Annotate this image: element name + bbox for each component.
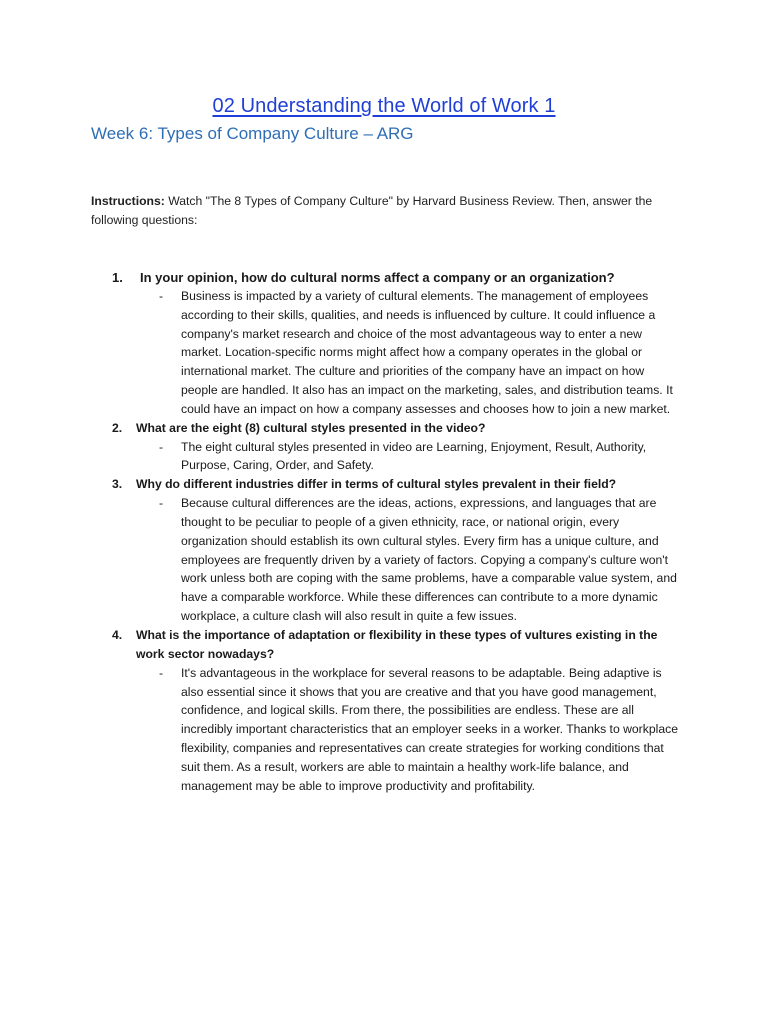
answer-body: Business is impacted by a variety of cultural elements. The management of employees according to their skills, qualities, and needs is influenced by culture. It could influence a company's market research and choice of the most advantageous way to enter a new market. Location-specific norms might affect how a company operates in the global or international market. The culture and priorities of the company have an impact on how people are handled. It also has an impact on the marketing, sales, and distribution teams. It could have an impact on how a company assesses and chooses how to join a new market. <box>181 289 673 416</box>
answer-bullet: - <box>159 439 164 454</box>
questions-list <box>0 268 768 795</box>
question-text <box>0 268 664 287</box>
question-number: 2. <box>112 420 123 435</box>
question-item-4 <box>0 626 768 796</box>
instructions-text: Watch "The 8 Types of Company Culture" by Harvard Business Review. Then, answer the following questions: <box>91 194 653 227</box>
answer-body: It's advantageous in the workplace for several reasons to be adaptable. Being adaptive is also essential since it shows that you are creative and that you have good management, confidence, and logical skills. From there, the possibilities are endless. These are all incredibly important characteristics that an employer seeks in a worker. Thanks to workplace flexibility, companies and representatives can create strategies for working conditions that suit them. As a result, workers are able to maintain a healthy work-life balance, and management may be able to improve productivity and profitability. <box>181 665 678 793</box>
question-label: What are the eight (8) cultural styles presented in the video? <box>136 420 486 435</box>
instructions-label: Instructions: <box>91 194 165 208</box>
question-number: 3. <box>112 477 123 492</box>
question-text <box>0 419 660 438</box>
answer-text <box>0 494 681 626</box>
answer-text <box>0 287 681 419</box>
answer-bullet: - <box>159 665 164 680</box>
question-number: 4. <box>112 627 123 642</box>
question-item-1 <box>0 268 768 419</box>
question-label: Why do different industries differ in terms of cultural styles prevalent in their field? <box>136 477 617 492</box>
question-text <box>0 626 660 664</box>
answer-bullet: - <box>159 289 164 303</box>
document-title[interactable]: 02 Understanding the World of Work 1 <box>212 95 556 117</box>
instructions-paragraph <box>91 192 691 230</box>
document-subtitle: Week 6: Types of Company Culture – ARG <box>91 124 414 143</box>
question-label: In your opinion, how do cultural norms affect a company or an organization? <box>140 270 615 285</box>
answer-text <box>0 438 681 476</box>
answer-bullet: - <box>159 496 164 511</box>
question-item-3 <box>0 475 768 626</box>
question-label: What is the importance of adaptation or flexibility in these types of vultures existing in the work sector nowadays? <box>136 627 658 661</box>
question-item-2 <box>0 419 768 476</box>
answer-body: The eight cultural styles presented in video are Learning, Enjoyment, Result, Authority, Purpose, Caring, Order, and Safety. <box>181 439 647 473</box>
answer-text <box>0 664 681 796</box>
question-number: 1. <box>112 270 123 285</box>
question-text <box>0 475 660 494</box>
answer-body: Because cultural differences are the ideas, actions, expressions, and languages that are thought to be peculiar to people of a given ethnicity, race, or national origin, every organization should establish its own cultural styles. Every firm has a unique culture, and employees are frequently driven by a variety of factors. Copying a company's culture won't work unless both are coping with the same problems, have a comparable value system, and have a comparable workforce. While these differences can contribute to a more dynamic workplace, a culture clash will also result in quite a few issues. <box>181 496 677 623</box>
